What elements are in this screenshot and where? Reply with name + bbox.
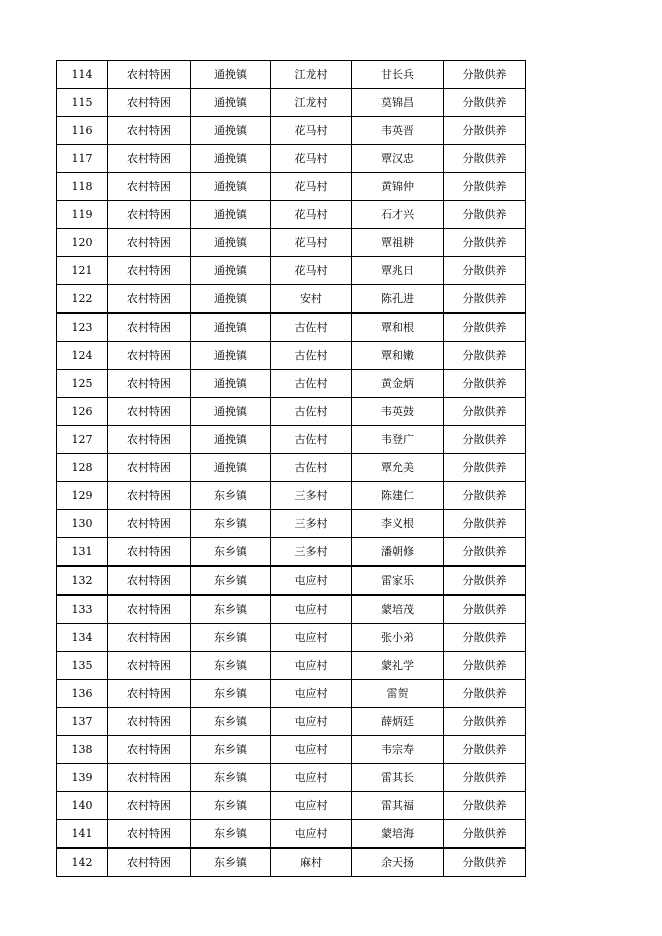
support-type-cell[interactable]: 分散供养 xyxy=(444,736,526,764)
category-cell[interactable]: 农村特困 xyxy=(108,792,191,820)
town-cell[interactable]: 东乡镇 xyxy=(191,624,271,652)
village-cell[interactable]: 古佐村 xyxy=(271,370,352,398)
name-cell[interactable]: 黄金炳 xyxy=(352,370,444,398)
category-cell[interactable]: 农村特困 xyxy=(108,736,191,764)
town-cell[interactable]: 通挽镇 xyxy=(191,201,271,229)
support-type-cell[interactable]: 分散供养 xyxy=(444,426,526,454)
table-row xyxy=(57,538,526,567)
town-cell[interactable]: 通挽镇 xyxy=(191,426,271,454)
category-cell[interactable]: 农村特困 xyxy=(108,624,191,652)
support-type-cell[interactable]: 分散供养 xyxy=(444,764,526,792)
table-row xyxy=(57,285,526,314)
category-cell[interactable]: 农村特困 xyxy=(108,510,191,538)
village-cell[interactable]: 三多村 xyxy=(271,482,352,510)
table-row xyxy=(57,173,526,201)
row-number-cell[interactable]: 127 xyxy=(57,426,108,454)
name-cell[interactable]: 陈孔进 xyxy=(352,285,444,314)
row-number-cell[interactable]: 130 xyxy=(57,510,108,538)
support-type-cell[interactable]: 分散供养 xyxy=(444,566,526,595)
table-row xyxy=(57,708,526,736)
name-cell[interactable]: 张小弟 xyxy=(352,624,444,652)
category-cell[interactable]: 农村特困 xyxy=(108,173,191,201)
row-number-cell[interactable]: 141 xyxy=(57,820,108,849)
village-cell[interactable]: 古佐村 xyxy=(271,313,352,342)
category-cell[interactable]: 农村特困 xyxy=(108,229,191,257)
category-cell[interactable]: 农村特困 xyxy=(108,398,191,426)
category-cell[interactable]: 农村特困 xyxy=(108,652,191,680)
row-number-cell[interactable]: 129 xyxy=(57,482,108,510)
town-cell[interactable]: 东乡镇 xyxy=(191,680,271,708)
table-row xyxy=(57,370,526,398)
table-row xyxy=(57,61,526,89)
category-cell[interactable]: 农村特困 xyxy=(108,370,191,398)
row-number-cell[interactable]: 140 xyxy=(57,792,108,820)
name-cell[interactable]: 韦登广 xyxy=(352,426,444,454)
support-type-cell[interactable]: 分散供养 xyxy=(444,173,526,201)
table-row xyxy=(57,652,526,680)
name-cell[interactable]: 韦英鼓 xyxy=(352,398,444,426)
category-cell[interactable]: 农村特困 xyxy=(108,201,191,229)
support-type-cell[interactable]: 分散供养 xyxy=(444,370,526,398)
table-row xyxy=(57,398,526,426)
village-cell[interactable]: 花马村 xyxy=(271,201,352,229)
town-cell[interactable]: 通挽镇 xyxy=(191,145,271,173)
table-row xyxy=(57,792,526,820)
village-cell[interactable]: 安村 xyxy=(271,285,352,314)
town-cell[interactable]: 通挽镇 xyxy=(191,342,271,370)
name-cell[interactable]: 莫锦昌 xyxy=(352,89,444,117)
name-cell[interactable]: 黄锦仲 xyxy=(352,173,444,201)
town-cell[interactable]: 通挽镇 xyxy=(191,313,271,342)
table-row xyxy=(57,426,526,454)
row-number-cell[interactable]: 134 xyxy=(57,624,108,652)
village-cell[interactable]: 屯应村 xyxy=(271,595,352,624)
category-cell[interactable]: 农村特困 xyxy=(108,566,191,595)
name-cell[interactable]: 薛炳廷 xyxy=(352,708,444,736)
support-type-cell[interactable]: 分散供养 xyxy=(444,680,526,708)
town-cell[interactable]: 东乡镇 xyxy=(191,848,271,877)
row-number-cell[interactable]: 125 xyxy=(57,370,108,398)
support-type-cell[interactable]: 分散供养 xyxy=(444,201,526,229)
category-cell[interactable]: 农村特困 xyxy=(108,454,191,482)
category-cell[interactable]: 农村特困 xyxy=(108,595,191,624)
support-type-cell[interactable]: 分散供养 xyxy=(444,820,526,849)
town-cell[interactable]: 通挽镇 xyxy=(191,285,271,314)
town-cell[interactable]: 通挽镇 xyxy=(191,61,271,89)
category-cell[interactable]: 农村特困 xyxy=(108,708,191,736)
town-cell[interactable]: 通挽镇 xyxy=(191,454,271,482)
support-type-cell[interactable]: 分散供养 xyxy=(444,229,526,257)
row-number-cell[interactable]: 123 xyxy=(57,313,108,342)
name-cell[interactable]: 陈建仁 xyxy=(352,482,444,510)
town-cell[interactable]: 东乡镇 xyxy=(191,820,271,849)
table-row xyxy=(57,566,526,595)
town-cell[interactable]: 通挽镇 xyxy=(191,89,271,117)
town-cell[interactable]: 通挽镇 xyxy=(191,117,271,145)
table-row xyxy=(57,201,526,229)
table-row xyxy=(57,342,526,370)
name-cell[interactable]: 覃汉忠 xyxy=(352,145,444,173)
town-cell[interactable]: 东乡镇 xyxy=(191,538,271,567)
support-type-cell[interactable]: 分散供养 xyxy=(444,538,526,567)
support-type-cell[interactable]: 分散供养 xyxy=(444,285,526,314)
row-number-cell[interactable]: 116 xyxy=(57,117,108,145)
town-cell[interactable]: 通挽镇 xyxy=(191,257,271,285)
support-type-cell[interactable]: 分散供养 xyxy=(444,595,526,624)
village-cell[interactable]: 花马村 xyxy=(271,257,352,285)
row-number-cell[interactable]: 118 xyxy=(57,173,108,201)
support-type-cell[interactable]: 分散供养 xyxy=(444,342,526,370)
village-cell[interactable]: 花马村 xyxy=(271,145,352,173)
name-cell[interactable]: 雷其福 xyxy=(352,792,444,820)
table-row xyxy=(57,764,526,792)
village-cell[interactable]: 古佐村 xyxy=(271,342,352,370)
village-cell[interactable]: 屯应村 xyxy=(271,764,352,792)
row-number-cell[interactable]: 135 xyxy=(57,652,108,680)
name-cell[interactable]: 蒙培茂 xyxy=(352,595,444,624)
category-cell[interactable]: 农村特困 xyxy=(108,117,191,145)
row-number-cell[interactable]: 137 xyxy=(57,708,108,736)
category-cell[interactable]: 农村特困 xyxy=(108,764,191,792)
town-cell[interactable]: 东乡镇 xyxy=(191,792,271,820)
category-cell[interactable]: 农村特困 xyxy=(108,538,191,567)
table-row xyxy=(57,257,526,285)
category-cell[interactable]: 农村特困 xyxy=(108,342,191,370)
table-row xyxy=(57,482,526,510)
row-number-cell[interactable]: 114 xyxy=(57,61,108,89)
table-row xyxy=(57,736,526,764)
row-number-cell[interactable]: 119 xyxy=(57,201,108,229)
category-cell[interactable]: 农村特困 xyxy=(108,482,191,510)
category-cell[interactable]: 农村特困 xyxy=(108,257,191,285)
village-cell[interactable]: 江龙村 xyxy=(271,89,352,117)
name-cell[interactable]: 蒙礼学 xyxy=(352,652,444,680)
name-cell[interactable]: 覃祖耕 xyxy=(352,229,444,257)
village-cell[interactable]: 屯应村 xyxy=(271,792,352,820)
name-cell[interactable]: 覃和嫩 xyxy=(352,342,444,370)
row-number-cell[interactable]: 136 xyxy=(57,680,108,708)
name-cell[interactable]: 雷贺 xyxy=(352,680,444,708)
village-cell[interactable]: 古佐村 xyxy=(271,398,352,426)
town-cell[interactable]: 通挽镇 xyxy=(191,398,271,426)
category-cell[interactable]: 农村特困 xyxy=(108,61,191,89)
table-row xyxy=(57,313,526,342)
name-cell[interactable]: 雷其长 xyxy=(352,764,444,792)
name-cell[interactable]: 石才兴 xyxy=(352,201,444,229)
category-cell[interactable]: 农村特困 xyxy=(108,89,191,117)
village-cell[interactable]: 麻村 xyxy=(271,848,352,877)
town-cell[interactable]: 东乡镇 xyxy=(191,736,271,764)
row-number-cell[interactable]: 120 xyxy=(57,229,108,257)
category-cell[interactable]: 农村特困 xyxy=(108,145,191,173)
town-cell[interactable]: 东乡镇 xyxy=(191,510,271,538)
support-type-cell[interactable]: 分散供养 xyxy=(444,313,526,342)
village-cell[interactable]: 屯应村 xyxy=(271,820,352,849)
category-cell[interactable]: 农村特困 xyxy=(108,426,191,454)
village-cell[interactable]: 屯应村 xyxy=(271,736,352,764)
row-number-cell[interactable]: 132 xyxy=(57,566,108,595)
name-cell[interactable]: 余天扬 xyxy=(352,848,444,877)
table-row xyxy=(57,680,526,708)
village-cell[interactable]: 花马村 xyxy=(271,229,352,257)
town-cell[interactable]: 东乡镇 xyxy=(191,482,271,510)
name-cell[interactable]: 李义根 xyxy=(352,510,444,538)
support-type-cell[interactable]: 分散供养 xyxy=(444,792,526,820)
table-body xyxy=(57,61,526,877)
table-row xyxy=(57,820,526,849)
village-cell[interactable]: 屯应村 xyxy=(271,680,352,708)
support-type-cell[interactable]: 分散供养 xyxy=(444,61,526,89)
table-row xyxy=(57,229,526,257)
town-cell[interactable]: 通挽镇 xyxy=(191,173,271,201)
row-number-cell[interactable]: 138 xyxy=(57,736,108,764)
village-cell[interactable]: 古佐村 xyxy=(271,454,352,482)
row-number-cell[interactable]: 124 xyxy=(57,342,108,370)
table-row xyxy=(57,848,526,877)
town-cell[interactable]: 通挽镇 xyxy=(191,229,271,257)
village-cell[interactable]: 屯应村 xyxy=(271,566,352,595)
row-number-cell[interactable]: 121 xyxy=(57,257,108,285)
support-type-cell[interactable]: 分散供养 xyxy=(444,708,526,736)
table-row xyxy=(57,624,526,652)
support-type-cell[interactable]: 分散供养 xyxy=(444,652,526,680)
name-cell[interactable]: 覃兆日 xyxy=(352,257,444,285)
village-cell[interactable]: 花马村 xyxy=(271,117,352,145)
name-cell[interactable]: 覃和根 xyxy=(352,313,444,342)
row-number-cell[interactable]: 117 xyxy=(57,145,108,173)
category-cell[interactable]: 农村特困 xyxy=(108,680,191,708)
town-cell[interactable]: 东乡镇 xyxy=(191,566,271,595)
name-cell[interactable]: 韦宗寿 xyxy=(352,736,444,764)
support-type-cell[interactable]: 分散供养 xyxy=(444,510,526,538)
village-cell[interactable]: 古佐村 xyxy=(271,426,352,454)
town-cell[interactable]: 东乡镇 xyxy=(191,764,271,792)
row-number-cell[interactable]: 122 xyxy=(57,285,108,314)
town-cell[interactable]: 东乡镇 xyxy=(191,652,271,680)
row-number-cell[interactable]: 115 xyxy=(57,89,108,117)
support-type-cell[interactable]: 分散供养 xyxy=(444,257,526,285)
row-number-cell[interactable]: 142 xyxy=(57,848,108,877)
table-row xyxy=(57,145,526,173)
row-number-cell[interactable]: 133 xyxy=(57,595,108,624)
village-cell[interactable]: 屯应村 xyxy=(271,708,352,736)
village-cell[interactable]: 花马村 xyxy=(271,173,352,201)
town-cell[interactable]: 通挽镇 xyxy=(191,370,271,398)
name-cell[interactable]: 甘长兵 xyxy=(352,61,444,89)
support-type-cell[interactable]: 分散供养 xyxy=(444,117,526,145)
row-number-cell[interactable]: 131 xyxy=(57,538,108,567)
support-type-cell[interactable]: 分散供养 xyxy=(444,89,526,117)
village-cell[interactable]: 三多村 xyxy=(271,538,352,567)
category-cell[interactable]: 农村特困 xyxy=(108,848,191,877)
name-cell[interactable]: 蒙培海 xyxy=(352,820,444,849)
town-cell[interactable]: 东乡镇 xyxy=(191,708,271,736)
village-cell[interactable]: 屯应村 xyxy=(271,652,352,680)
support-type-cell[interactable]: 分散供养 xyxy=(444,848,526,877)
table-row xyxy=(57,454,526,482)
support-type-cell[interactable]: 分散供养 xyxy=(444,454,526,482)
table-row xyxy=(57,510,526,538)
category-cell[interactable]: 农村特困 xyxy=(108,285,191,314)
row-number-cell[interactable]: 128 xyxy=(57,454,108,482)
row-number-cell[interactable]: 139 xyxy=(57,764,108,792)
name-cell[interactable]: 覃允美 xyxy=(352,454,444,482)
support-type-cell[interactable]: 分散供养 xyxy=(444,145,526,173)
support-type-cell[interactable]: 分散供养 xyxy=(444,624,526,652)
table-row xyxy=(57,117,526,145)
name-cell[interactable]: 雷家乐 xyxy=(352,566,444,595)
table-row xyxy=(57,89,526,117)
category-cell[interactable]: 农村特困 xyxy=(108,820,191,849)
name-cell[interactable]: 韦英晋 xyxy=(352,117,444,145)
village-cell[interactable]: 三多村 xyxy=(271,510,352,538)
spreadsheet-table xyxy=(56,60,526,877)
name-cell[interactable]: 潘朝修 xyxy=(352,538,444,567)
village-cell[interactable]: 江龙村 xyxy=(271,61,352,89)
support-type-cell[interactable]: 分散供养 xyxy=(444,482,526,510)
village-cell[interactable]: 屯应村 xyxy=(271,624,352,652)
table-row xyxy=(57,595,526,624)
town-cell[interactable]: 东乡镇 xyxy=(191,595,271,624)
support-type-cell[interactable]: 分散供养 xyxy=(444,398,526,426)
row-number-cell[interactable]: 126 xyxy=(57,398,108,426)
category-cell[interactable]: 农村特困 xyxy=(108,313,191,342)
